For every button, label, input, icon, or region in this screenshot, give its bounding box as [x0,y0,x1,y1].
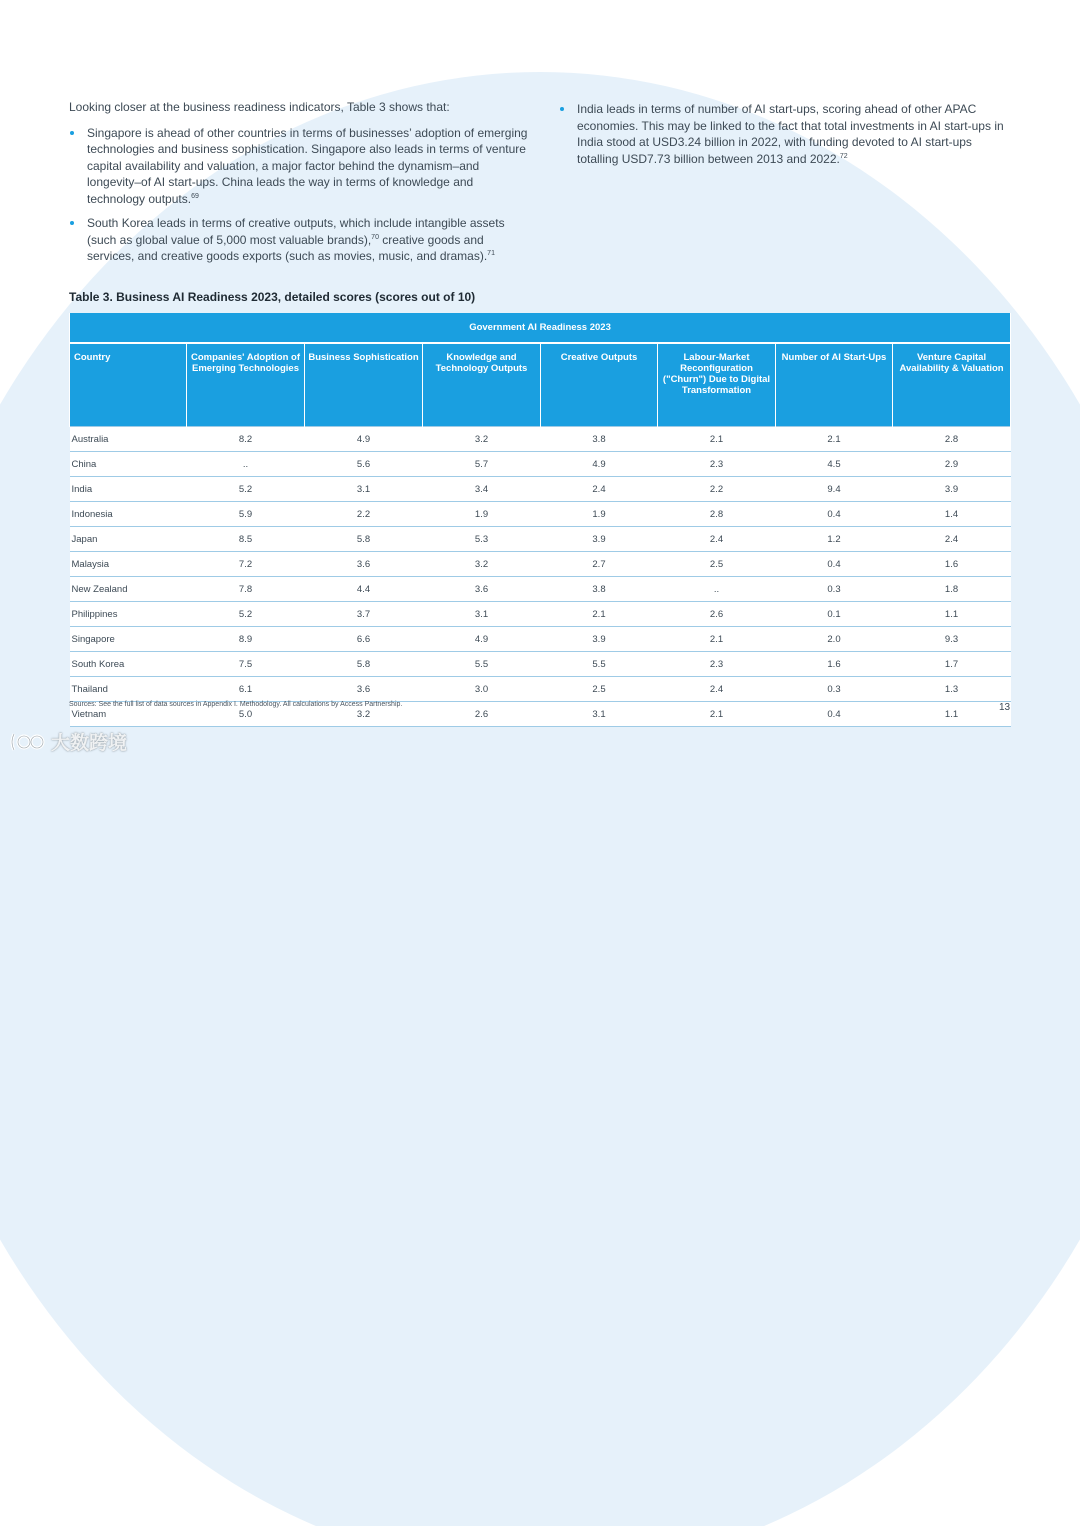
right-column [559,101,1014,175]
bullet-text: India leads in terms of number of AI start-ups, scoring ahead of other APAC economies. This may be linked to the fact that total investments in AI start-ups in India stood at USD3.24 billion in 2022, with funding devoted to AI start-ups totalling USD7.73 billion between 2013 and 2022. [577,102,1004,166]
table-row [70,427,1011,452]
bullet-singapore [69,125,529,208]
cell-creative: 2.4 [541,477,658,502]
right-bullet-list [559,101,1014,167]
table-body [70,427,1011,727]
column-header-startups: Number of AI Start-Ups [776,343,893,427]
cell-venture: 1.7 [893,652,1011,677]
cell-sophistication: 3.7 [305,602,423,627]
intro-column [69,99,529,273]
cell-knowledge: 2.6 [423,702,541,727]
table-group-header-row [70,313,1011,343]
cell-labour: 2.1 [658,427,776,452]
cell-startups: 0.4 [776,702,893,727]
cell-knowledge: 3.2 [423,552,541,577]
cell-startups: 4.5 [776,452,893,477]
table-column-header-row [70,343,1011,427]
cell-adoption: 8.5 [187,527,305,552]
cell-adoption: 7.8 [187,577,305,602]
cell-sophistication: 4.9 [305,427,423,452]
table-row [70,627,1011,652]
cell-startups: 1.2 [776,527,893,552]
cell-country: India [70,477,187,502]
cell-sophistication: 3.6 [305,552,423,577]
cell-sophistication: 3.2 [305,702,423,727]
cell-knowledge: 3.0 [423,677,541,702]
cell-labour: 2.5 [658,552,776,577]
group-header: Government AI Readiness 2023 [70,313,1011,343]
sources-note: Sources: See the full list of data sources in Appendix I. Methodology. All calculations by Access Partnership. [69,701,403,708]
cell-creative: 3.1 [541,702,658,727]
column-header-labour: Labour-Market Reconfiguration ("Churn") Due to Digital Transformation [658,343,776,427]
cell-knowledge: 3.2 [423,427,541,452]
cell-knowledge: 3.1 [423,602,541,627]
cell-venture: 1.4 [893,502,1011,527]
cell-country: Thailand [70,677,187,702]
cell-venture: 2.9 [893,452,1011,477]
cell-venture: 1.3 [893,677,1011,702]
cell-country: Japan [70,527,187,552]
cell-sophistication: 5.8 [305,652,423,677]
cell-startups: 0.1 [776,602,893,627]
table-row [70,577,1011,602]
column-header-creative: Creative Outputs [541,343,658,427]
cell-sophistication: 3.1 [305,477,423,502]
cell-adoption: 7.5 [187,652,305,677]
cell-creative: 1.9 [541,502,658,527]
cell-venture: 2.4 [893,527,1011,552]
footnote-ref[interactable]: 69 [191,192,199,200]
cell-creative: 2.7 [541,552,658,577]
cell-adoption: 6.1 [187,677,305,702]
cell-sophistication: 6.6 [305,627,423,652]
cell-country: South Korea [70,652,187,677]
bullet-text: South Korea leads in terms of creative outputs, which include intangible assets (such as global value of 5,000 most valuable brands), [87,216,505,247]
cell-knowledge: 1.9 [423,502,541,527]
cell-venture: 1.1 [893,702,1011,727]
cell-venture: 1.6 [893,552,1011,577]
watermark-text: 大数跨境 [51,733,128,754]
cell-adoption: 5.2 [187,477,305,502]
page-number: 13 [999,702,1011,713]
cell-country: Australia [70,427,187,452]
cell-startups: 9.4 [776,477,893,502]
cell-labour: 2.3 [658,452,776,477]
cell-venture: 9.3 [893,627,1011,652]
column-header-sophistication: Business Sophistication [305,343,423,427]
cell-knowledge: 4.9 [423,627,541,652]
cell-adoption: 5.0 [187,702,305,727]
cell-knowledge: 3.6 [423,577,541,602]
table-row [70,452,1011,477]
column-header-venture: Venture Capital Availability & Valuation [893,343,1011,427]
cell-knowledge: 5.3 [423,527,541,552]
cell-adoption: 8.9 [187,627,305,652]
cell-adoption: 8.2 [187,427,305,452]
table-row [70,477,1011,502]
cell-labour: 2.8 [658,502,776,527]
cell-sophistication: 2.2 [305,502,423,527]
cell-startups: 1.6 [776,652,893,677]
bullet-india [559,101,1014,167]
cell-country: Malaysia [70,552,187,577]
cell-creative: 2.5 [541,677,658,702]
bullet-south-korea [69,215,529,265]
cell-creative: 3.9 [541,627,658,652]
cell-sophistication: 5.8 [305,527,423,552]
cell-labour: 2.3 [658,652,776,677]
cell-country: China [70,452,187,477]
cell-labour: 2.6 [658,602,776,627]
column-header-knowledge: Knowledge and Technology Outputs [423,343,541,427]
cell-creative: 3.9 [541,527,658,552]
table-row [70,502,1011,527]
cell-sophistication: 5.6 [305,452,423,477]
intro-lead: Looking closer at the business readiness indicators, Table 3 shows that: [69,100,450,114]
watermark-logo-icon [8,730,48,754]
footnote-ref[interactable]: 70 [371,233,379,241]
footnote-ref[interactable]: 71 [487,250,495,257]
cell-country: Philippines [70,602,187,627]
cell-creative: 3.8 [541,427,658,452]
watermark [8,728,127,755]
cell-adoption: 5.9 [187,502,305,527]
cell-knowledge: 5.7 [423,452,541,477]
table-row [70,652,1011,677]
footnote-ref[interactable]: 72 [839,152,848,160]
cell-venture: 2.8 [893,427,1011,452]
cell-creative: 4.9 [541,452,658,477]
cell-startups: 0.3 [776,577,893,602]
column-header-country: Country [70,343,187,427]
intro-bullet-list [69,125,529,265]
cell-venture: 1.8 [893,577,1011,602]
cell-knowledge: 5.5 [423,652,541,677]
cell-labour: 2.1 [658,627,776,652]
table-row [70,602,1011,627]
cell-adoption: 7.2 [187,552,305,577]
cell-labour: 2.2 [658,477,776,502]
cell-labour: 2.4 [658,677,776,702]
cell-sophistication: 4.4 [305,577,423,602]
cell-startups: 0.4 [776,502,893,527]
cell-labour: 2.4 [658,527,776,552]
bullet-text-continued: creative goods and services, and creative goods exports (such as movies, music, and dramas). [87,232,488,263]
table-row [70,552,1011,577]
cell-venture: 1.1 [893,602,1011,627]
cell-creative: 2.1 [541,602,658,627]
cell-startups: 2.0 [776,627,893,652]
cell-startups: 2.1 [776,427,893,452]
cell-venture: 3.9 [893,477,1011,502]
cell-adoption: .. [187,452,305,477]
cell-labour: .. [658,577,776,602]
cell-country: Singapore [70,627,187,652]
cell-startups: 0.3 [776,677,893,702]
readiness-table [69,313,1011,727]
bullet-text: Singapore is ahead of other countries in terms of businesses’ adoption of emerging technologies and business sophistication. Singapore also leads in terms of venture capital availability and valuation, a major factor behind the dynamism–and longevity–of AI start-ups. China leads the way in terms of knowledge and technology outputs. [87,125,528,206]
cell-startups: 0.4 [776,552,893,577]
cell-labour: 2.1 [658,702,776,727]
cell-country: Indonesia [70,502,187,527]
cell-sophistication: 3.6 [305,677,423,702]
cell-creative: 5.5 [541,652,658,677]
table-row [70,527,1011,552]
cell-creative: 3.8 [541,577,658,602]
cell-country: New Zealand [70,577,187,602]
column-header-adoption: Companies' Adoption of Emerging Technologies [187,343,305,427]
cell-country: Vietnam [70,702,187,727]
table-title: Table 3. Business AI Readiness 2023, detailed scores (scores out of 10) [69,290,476,304]
cell-knowledge: 3.4 [423,477,541,502]
table-row [70,677,1011,702]
cell-adoption: 5.2 [187,602,305,627]
